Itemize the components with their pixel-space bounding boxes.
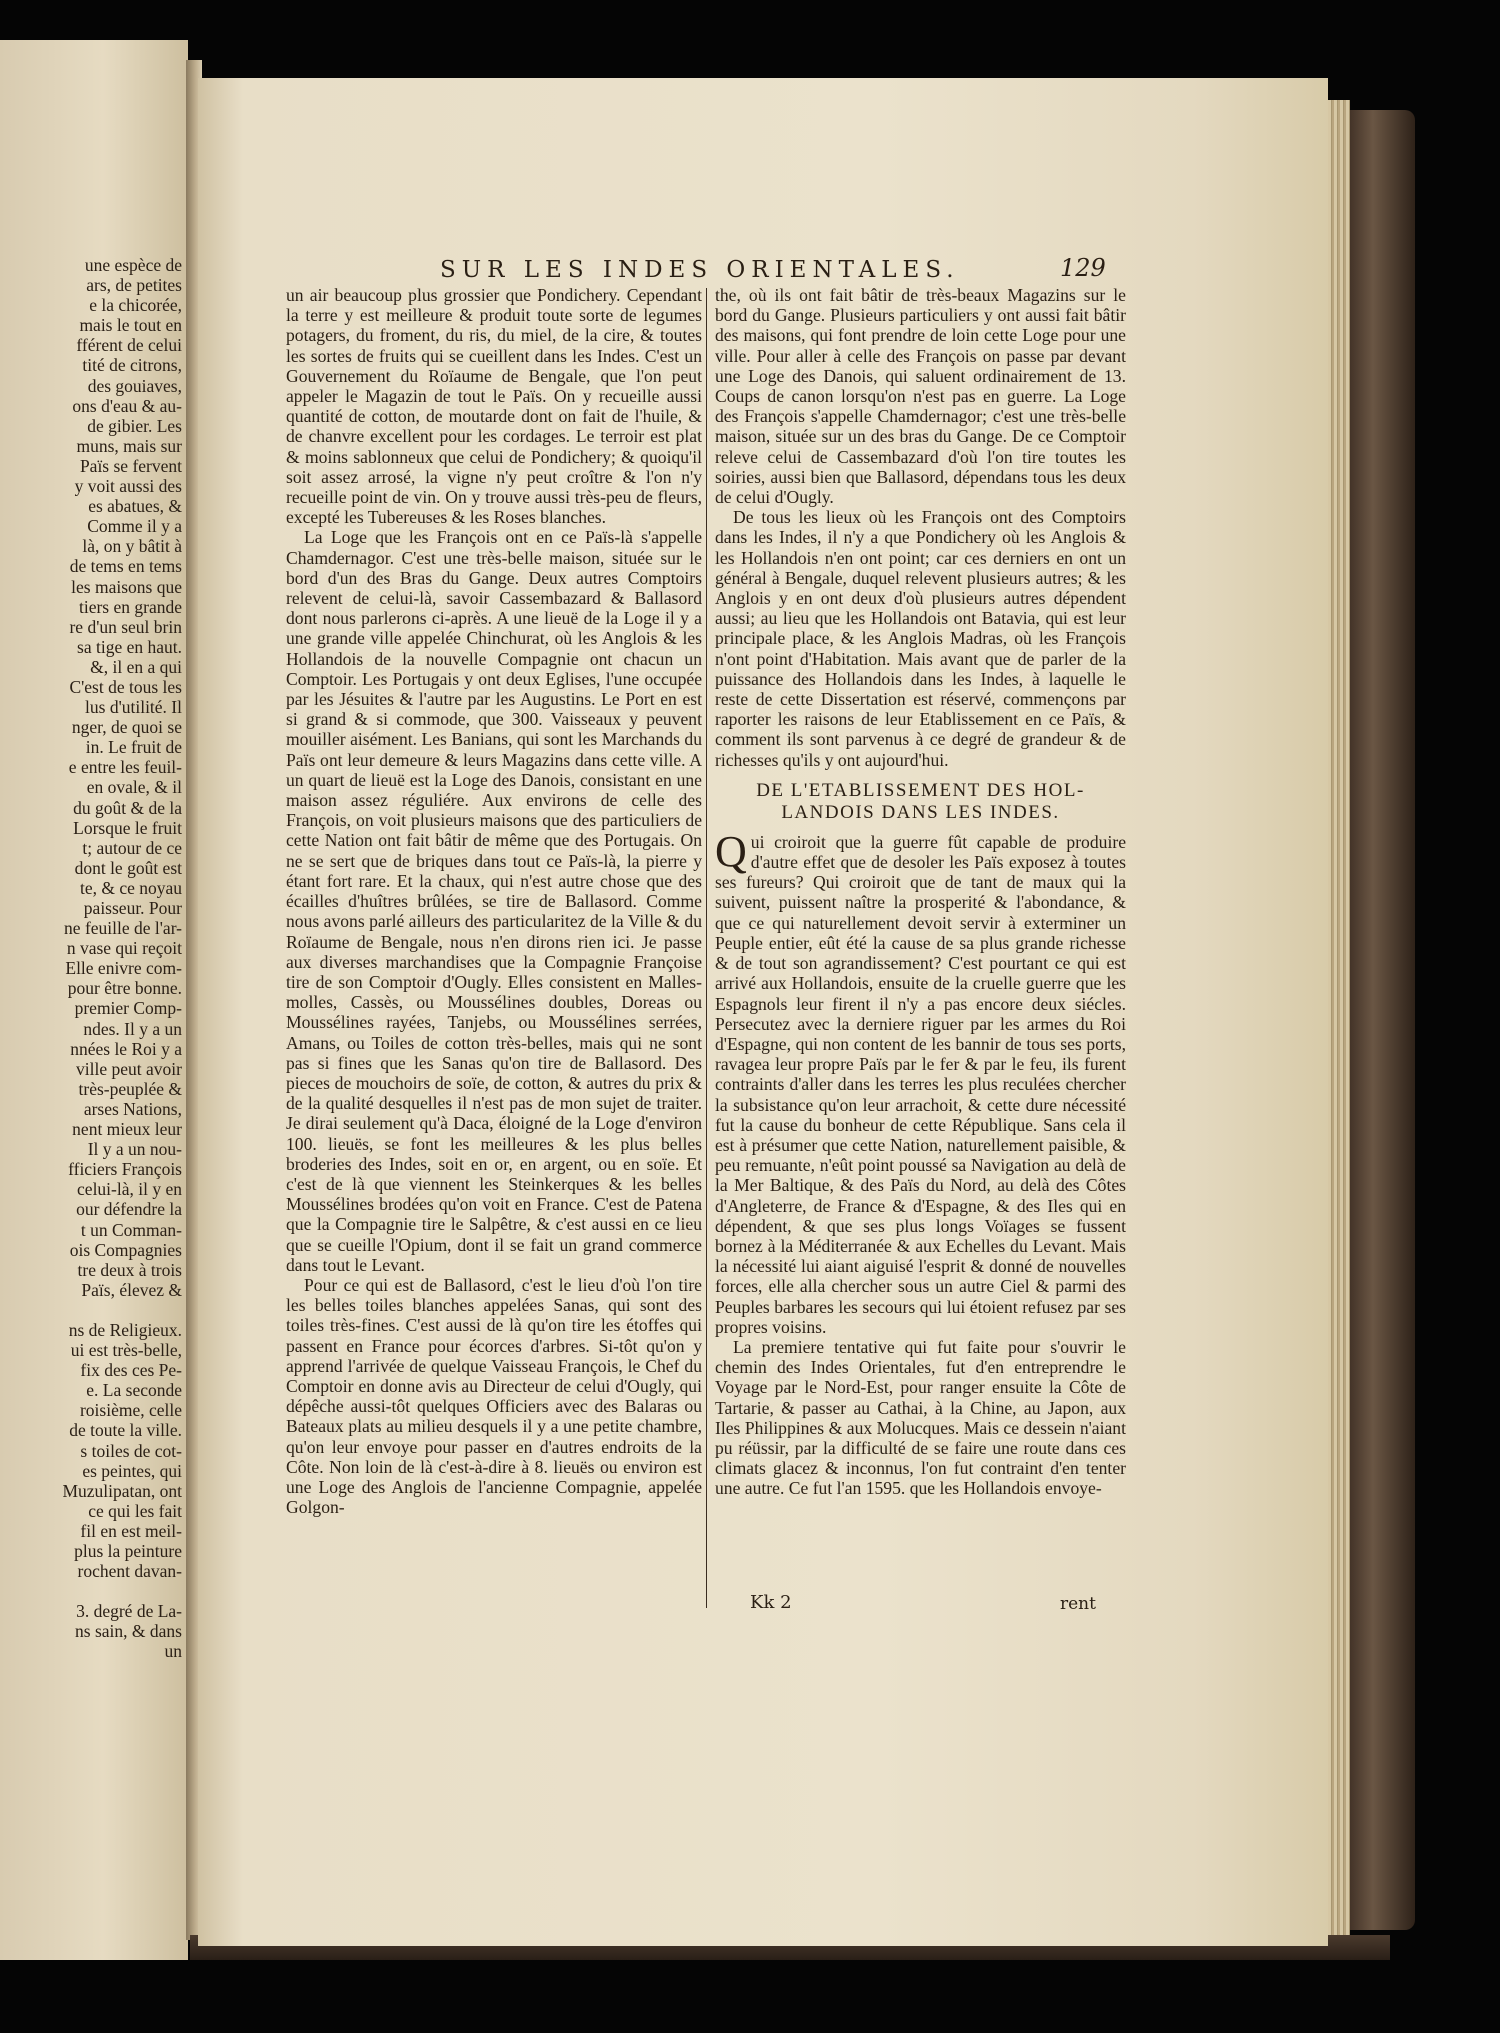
left-page [0, 40, 188, 1960]
left-page-line: lus d'utilité. Il [85, 697, 182, 718]
column-right [715, 285, 1126, 1499]
left-page-line: du goût & de la [73, 797, 182, 818]
left-page-line: ville peut avoir [76, 1058, 182, 1079]
left-page-line: fficiers François [68, 1159, 182, 1180]
left-page-line: fix des ces Pe- [80, 1360, 182, 1381]
drop-cap: Q [715, 826, 747, 876]
left-page-line: ns de Religieux. [68, 1319, 182, 1340]
left-page-line: pour être bonne. [67, 978, 182, 999]
left-page-line: ns sain, & dans [75, 1621, 182, 1642]
left-page-line: ars, de petites [86, 275, 182, 296]
column-rule [706, 288, 707, 1608]
left-page-line: C'est de tous les [69, 676, 182, 697]
left-page-line: Païs, élevez & [81, 1279, 182, 1300]
left-page-line: re d'un seul brin [69, 616, 182, 637]
left-page-line: Comme il y a [87, 516, 182, 537]
paragraph: Pour ce qui est de Ballasord, c'est le lieu d'où l'on tire les belles toiles blanches appelées Sanas, qui sont des toiles très-fines. C'est aussi de là qu'on tire les étoffes qui passent en France pour écorces d'arbres. Si-tôt qu'on y apprend l'arrivée de quelque Vaisseau François, le Chef du Comptoir en donne avis au Directeur de celui d'Ougly, qui dépêche aussi-tôt quelques Officiers avec des Balaras ou Bateaux plats au milieu desquels il y a une petite chambre, qu'on leur envoye pour passer en d'autres endroits de la Côte. Non loin de là c'est-à-dire à 8. lieuës ou environ est une Loge des Anglois de l'ancienne Compagnie, appelée Golgon- [286, 1274, 702, 1518]
left-page-line: tiers en grande [78, 596, 182, 617]
left-page-line: t un Comman- [80, 1219, 182, 1240]
left-page-line [0, 1581, 182, 1601]
left-page-line: in. Le fruit de [85, 737, 182, 758]
left-page-line: arses Nations, [83, 1098, 182, 1119]
left-page-line: premier Comp- [74, 998, 182, 1019]
left-page-line: fférent de celui [76, 335, 182, 356]
left-page-line: de gibier. Les [87, 415, 182, 436]
left-page-line: our défendre la [76, 1199, 182, 1220]
left-page-line: Muzulipatan, ont [62, 1480, 182, 1501]
left-page-line: tre deux à trois [77, 1259, 182, 1280]
left-page-line: dont le goût est [74, 857, 182, 878]
catchword: rent [1060, 1594, 1096, 1614]
left-page-line: ce qui les fait [88, 1500, 182, 1521]
left-page-line: plus la peinture [74, 1541, 182, 1561]
left-page-line: 3. degré de La- [76, 1601, 182, 1622]
book-cover-edge [1345, 110, 1415, 1930]
left-page-line: de tems en tems [69, 556, 182, 577]
left-page-line: paisseur. Pour [83, 898, 182, 918]
left-page-line: un [164, 1641, 182, 1662]
left-page-line: muns, mais sur [76, 435, 182, 456]
left-page-line: nnées le Roi y a [70, 1038, 182, 1059]
left-page-line: tité de citrons, [82, 355, 182, 376]
left-page-line: roisième, celle [79, 1400, 182, 1421]
paragraph: the, où ils ont fait bâtir de très-beaux Magazins sur le bord du Gange. Plusieurs particuliers y ont aussi fait bâtir des maisons, qui font prendre de loin cette Loge pour une ville. Pour aller à celle des François on passe par devant une Loge des Danois, qui saluent ordinairement de 13. Coups de canon lorsqu'on n'est pas en guerre. La Loge des François s'appelle Chamdernagor; c'est une très-belle maison, située sur un des bras du Gange. De ce Comptoir releve celui de Cassembazard d'où l'on tire toutes les soiries, aussi bien que Ballasord, dépendans tous les deux de celui d'Ougly. [715, 285, 1126, 508]
left-page-line: en ovale, & il [86, 777, 182, 798]
left-page-line: Elle enivre com- [65, 958, 182, 979]
left-page-line: Païs se fervent [79, 455, 182, 476]
left-page-line: sa tige en haut. [77, 636, 182, 657]
running-title: SUR LES INDES ORIENTALES. [440, 257, 960, 283]
paragraph: De tous les lieux où les François ont des Comptoirs dans les Indes, il n'y a que Pondichery où les Anglois & les Hollandois n'en ont point; car ces derniers en ont un général à Bengale, duquel relevent plusieurs autres; & les Anglois y en ont deux d'où plusieurs autres dépendent aussi; au lieu que les Hollandois ont Batavia, qui est leur principale place, & les Anglois Madras, où les François n'ont point d'Habitation. Mais avant que de parler de la puissance des Hollandois dans les Indes, à laquelle le reste de cette Dissertation est réservé, commençons par raporter les raisons de leur Etablissement en ce Païs, & comment ils sont parvenus à ce degré de grandeur & de richesses qu'ils y ont aujourd'hui. [715, 507, 1126, 770]
left-page-line: es peintes, qui [82, 1460, 182, 1481]
left-page-line: des gouiaves, [87, 375, 182, 396]
left-page-line: très-peuplée & [78, 1078, 182, 1099]
paragraph: un air beaucoup plus grossier que Pondichery. Cependant la terre y est meilleure & produit toute sorte de legumes potagers, du froment, du ris, du miel, de la cire, & toutes les sortes de fruits qui se cueillent dans les Indes. C'est un Gouvernement du Roïaume de Bengale, que l'on peut appeler le Magazin de tout le Païs. On y recueille aussi quantité de cotton, de moutarde dont on fait de l'huile, & de chanvre excellent pour les cordages. Le terroir est plat & moins sablonneux que celui de Pondichery; & quoiqu'il soit assez arrosé, la vigne n'y peut croître & l'on n'y recueille point de vin. On y trouve aussi très-peu de fleurs, excepté les Tubereuses & les Roses blanches. [286, 285, 702, 528]
left-page-line: nger, de quoi se [71, 717, 182, 738]
left-page-line: nent mieux leur [72, 1119, 182, 1140]
left-page-line: rochent davan- [77, 1561, 182, 1582]
left-page-line: là, on y bâtit à [82, 536, 182, 557]
left-page-line: t; autour de ce [82, 837, 182, 858]
left-page-line: ui est très-belle, [70, 1340, 182, 1361]
paragraph [715, 826, 1126, 1337]
left-page-line: mais le tout en [79, 315, 182, 336]
left-page-line: Il y a un nou- [87, 1139, 182, 1160]
column-left [286, 285, 702, 1517]
paragraph-text: ui croiroit que la guerre fût capable de produire d'autre effet que de desoler les Païs exposez à toutes ses fureurs? Qui croiroit que de tant de maux qui la suivent, puissent naître la prosperité & l'abondance, & que ce qui naturellement devoit servir à exterminer un Peuple entier, eût été la cause de sa plus grande richesse & de tout son agrandissement? C'est pourtant ce qui est arrivé aux Hollandois, ensuite de la cruelle guerre que les Espagnols leur firent il n'y a pas encore deux siécles. Persecutez avec la derniere riguer par les armes du Roi d'Espagne, qui non content de les bannir de tous ses ports, ravagea leur propre Païs par le fer & par le feu, ils furent contraints d'aller dans les terres les plus reculées chercher la subsistance qu'on leur arrachoit, & cette dure nécessité fut la cause du bonheur de cette République. Sans cela il est à présumer que cette Nation, naturellement paisible, & peu remuante, n'eût point poussé sa Navigation au delà de la Mer Baltique, & des Païs du Nord, au delà des Côtes d'Angleterre, de France & d'Espagne, & des Iles qui en dépendent, & que ses plus longs Voïages se fussent bornez à la Méditerranée & aux Echelles du Levant. Mais la nécessité lui aiant aiguisé l'esprit & donné de nouvelles forces, elle alla chercher sous un autre Ciel & parmi des Peuples barbares les secours qui lui étoient refusez par ses propres voisins. [715, 831, 1126, 1337]
left-page-line: e la chicorée, [89, 295, 182, 316]
left-page-line [0, 1300, 182, 1320]
left-page-line: une espèce de [84, 255, 182, 275]
left-page-line: fil en est meil- [80, 1520, 182, 1541]
left-page-line: es abatues, & [88, 496, 182, 517]
left-page-line: e entre les feuil- [68, 757, 182, 778]
left-page-line: e. La seconde [86, 1380, 182, 1401]
section-title: DE L'ETABLISSEMENT DES HOL-LANDOIS DANS LES INDES. [756, 779, 1085, 823]
left-page-line: n vase qui reçoit [66, 938, 182, 959]
left-page-line: te, & ce noyau [79, 877, 182, 898]
left-page-text [0, 255, 182, 1662]
signature-mark: Kk 2 [750, 1592, 792, 1613]
left-page-line: Lorsque le fruit [73, 817, 182, 838]
paragraph: La Loge que les François ont en ce Païs-là s'appelle Chamdernagor. C'est une très-belle maison, située sur le bord d'un des Bras du Gange. Deux autres Comptoirs relevent de celui-là, savoir Cassembazard & Ballasord dont nous parlerons ci-après. A une lieuë de la Loge il y a une grande ville appelée Chinchurat, où les Anglois & les Hollandois de la nouvelle Compagnie ont chacun un Comptoir. Les Portugais y ont deux Eglises, l'une occupée par les Jésuites & l'autre par les Augustins. Le Port en est si grand & si commode, que 300. Vaisseaux y peuvent mouiller aisément. Les Banians, qui sont les Marchands du Païs ont leur demeure & leurs Magazins dans cette ville. A un quart de lieuë est la Loge des Danois, consistant en une maison assez réguliére. Aux environs de celle des François, on voit plusieurs maisons que des particuliers de cette Nation ont fait bâtir de même que des Portugais. On ne se sert que de briques dans tout ce Païs-là, la pierre y étant fort rare. Et la chaux, qui n'est autre chose que des écailles d'huîtres brûlées, se tire de Ballasord. Comme nous avons parlé ailleurs des particularitez de la Ville & du Roïaume de Bengale, nous n'en dirons rien ici. Je passe aux diverses marchandises que la Compagnie Françoise tire de son Comptoir d'Ougly. Elles consistent en Malles-molles, Cassès, ou Moussélines doubles, Doreas ou Moussélines rayées, Tanjebs, ou Moussélines serrées, Amans, ou Toiles de cotton très-belles, mais qui ne sont pas si fines que les Sanas qu'on tire de Ballasord. Des pieces de mouchoirs de soïe, de cotton, & autres du prix & de la qualité desquelles il n'est pas de mon sujet de traiter. Je dirai seulement qu'à Daca, éloigné de la Loge d'environ 100. lieuës, se font les meilleures & les plus belles broderies des Indes, soit en or, en argent, ou en soïe. Et c'est de là que viennent les Steinkerques & les belles Moussélines brodées qu'on voit en France. C'est de Patena que la Compagnie tire le Salpêtre, & c'est aussi en ce lieu que se cueille l'Opium, dont il se fait un grand commerce dans tout le Levant. [286, 527, 702, 1275]
left-page-line: s toiles de cot- [80, 1440, 182, 1461]
left-page-line: y voit aussi des [74, 476, 182, 497]
left-page-line: celui-là, il y en [77, 1179, 182, 1200]
left-page-line: les maisons que [71, 576, 182, 597]
left-page-line: &, il en a qui [90, 656, 182, 677]
left-page-line: ons d'eau & au- [72, 395, 182, 416]
left-page-line: ne feuille de l'ar- [64, 918, 182, 939]
left-page-line: de toute la ville. [69, 1420, 182, 1441]
page-number: 129 [1060, 254, 1106, 282]
left-page-line: ndes. Il y a un [83, 1018, 182, 1039]
paragraph: La premiere tentative qui fut faite pour s'ouvrir le chemin des Indes Orientales, fut d'en entreprendre le Voyage par le Nord-Est, pour ranger ensuite la Côte de Tartarie, & passer au Cathai, à la Chine, au Japon, aux Iles Philippines & aux Molucques. Mais ce dessein n'aiant pu réüssir, par la difficulté de se faire une route dans ces climats glacez & inconnus, l'on fut contraint d'en tenter une autre. Ce fut l'an 1595. que les Hollandois envoye- [715, 1336, 1126, 1499]
left-page-line: ois Compagnies [69, 1239, 182, 1260]
